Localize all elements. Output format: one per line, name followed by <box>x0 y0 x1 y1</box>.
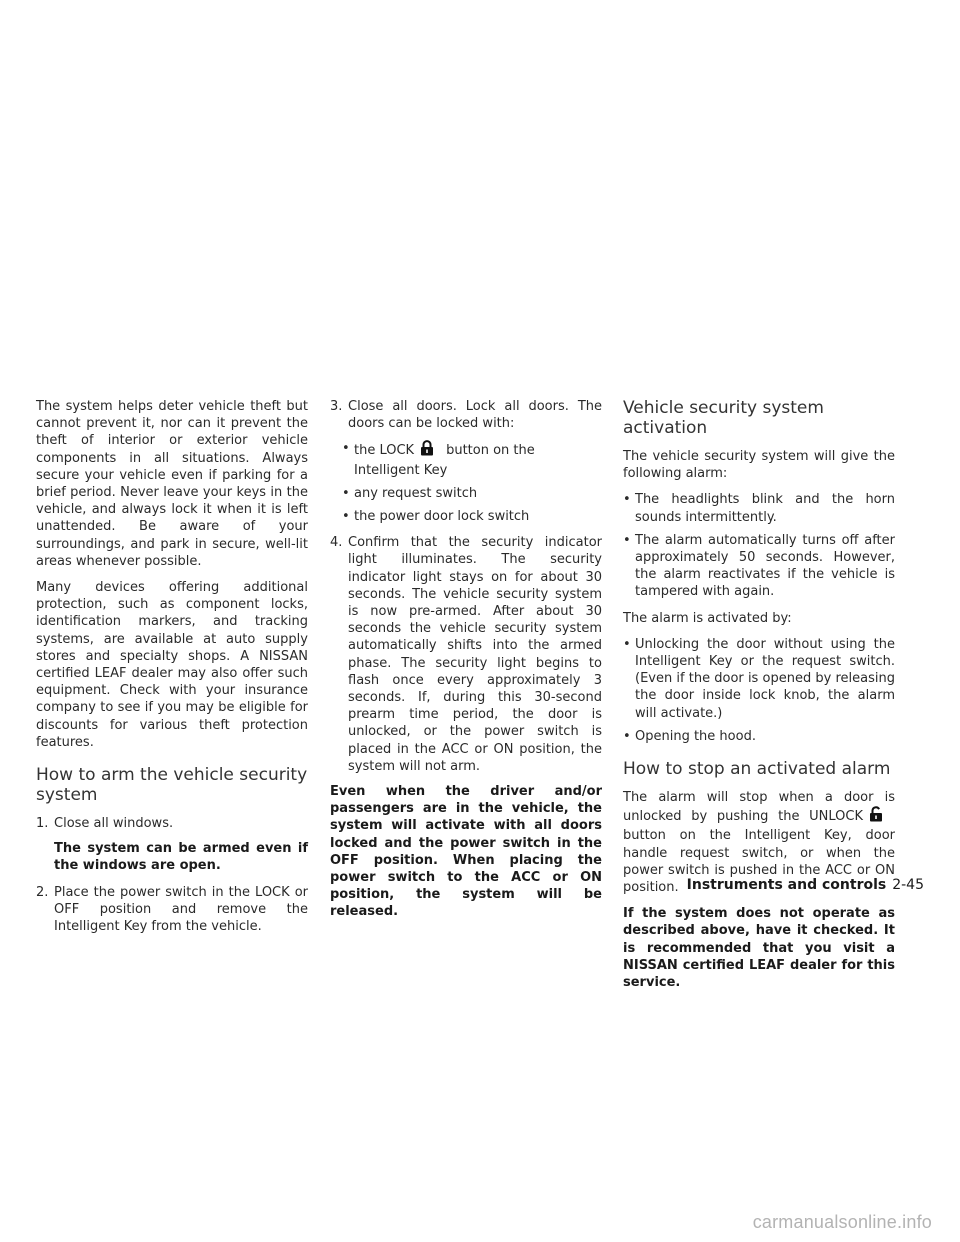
step-text: Close all doors. Lock all doors. The doors can be locked with: <box>348 399 602 432</box>
step-4 <box>330 534 602 775</box>
bullet: • <box>623 636 631 652</box>
bullet: • <box>342 485 350 501</box>
list-item-text: The alarm automatically turns off after approximately 50 seconds. However, the alarm reactivates if the vehicle is tampered with again. <box>635 532 895 600</box>
activation-heading: Vehicle security system activation <box>623 398 824 438</box>
arm-heading: How to arm the vehicle security system <box>36 765 308 806</box>
list-item <box>623 491 895 525</box>
list-item-text: Unlocking the door without using the Intelligent Key or the request switch. (Even if the door is opened by releasing the door inside lock knob, the alarm will activate.) <box>635 636 895 721</box>
bullet: • <box>623 532 631 548</box>
list-item <box>342 485 602 502</box>
section-title: Instruments and controls <box>686 877 887 893</box>
step-number: 2. <box>36 884 49 900</box>
activated-by-label: The alarm is activated by: <box>623 610 792 626</box>
step-1-note: The system can be armed even if the windows are open. <box>54 841 308 874</box>
list-item <box>342 508 602 525</box>
list-item <box>623 532 895 601</box>
list-item-text: the power door lock switch <box>354 509 530 525</box>
column-left <box>36 398 308 943</box>
column-middle <box>330 398 602 930</box>
bullet: • <box>342 509 350 525</box>
warning-paragraph: Even when the driver and/or passengers are in the vehicle, the system will activate with all doors locked and the power switch in the OFF position. When placing the power switch to the ACC or ON position, the system will be released. <box>330 784 602 920</box>
step-number: 4. <box>330 535 343 551</box>
list-item <box>623 728 895 745</box>
page-number: 2-45 <box>892 877 924 893</box>
intro-paragraph: The system helps deter vehicle theft but cannot prevent it, nor can it prevent the theft of interior or exterior vehicle components in all situations. Always secure your vehicle even if parking for a brief period. Never leave your keys in the vehicle, and always lock it when it is left unattended. Be aware of your surroundings, and park in secure, well-lit areas whenever possible. <box>36 399 308 569</box>
stop-text-post: button on the Intelligent Key, door handle request switch, or when the power switch is pushed in the ACC or ON position. <box>623 828 895 896</box>
step-text: Place the power switch in the LOCK or OFF position and remove the Intelligent Key from the vehicle. <box>54 884 308 935</box>
step-number: 3. <box>330 399 343 414</box>
step-2 <box>36 884 308 936</box>
step-text: Close all windows. <box>54 816 174 832</box>
stop-text-pre: The alarm will stop when a door is unlocked by pushing the UNLOCK <box>623 790 895 825</box>
list-item <box>342 440 602 478</box>
list-item <box>623 636 895 722</box>
activation-intro: The vehicle security system will give the following alarm: <box>623 449 895 482</box>
step-3 <box>330 398 602 432</box>
step-1 <box>36 815 308 832</box>
bullet: • <box>623 492 631 508</box>
list-item-text: The headlights blink and the horn sounds intermittently. <box>635 492 895 525</box>
lock-icon <box>420 440 440 461</box>
step-text: Confirm that the security indicator light illuminates. The security indicator light stays on for about 30 seconds. The vehicle security system is now pre-armed. After about 30 seconds the vehicle security system automatically shifts into the armed phase. The security light begins to flash once every approximately 3 seconds. If, during this 30-second prearm time period, the door is unlocked, or the power switch is placed in the ACC or ON position, the system will not arm. <box>348 535 602 774</box>
list-item-text: any request switch <box>354 485 478 501</box>
closing-paragraph: If the system does not operate as described above, have it checked. It is recommended that you visit a NISSAN certified LEAF dealer for this service. <box>623 906 895 991</box>
page-footer <box>687 877 924 893</box>
list-item-text: button on the Intelligent Key <box>354 443 535 478</box>
column-right <box>623 398 895 1000</box>
list-item-text: the LOCK <box>354 443 415 459</box>
step-number: 1. <box>36 816 49 832</box>
devices-paragraph: Many devices offering additional protection, such as component locks, identification markers, and tracking systems, are available at auto supply stores and specialty shops. A NISSAN certified LEAF dealer may also offer such equipment. Check with your insurance company to see if you may be eligible for discounts for various theft protection features. <box>36 580 308 750</box>
bullet: • <box>342 441 350 457</box>
stop-alarm-heading: How to stop an activated alarm <box>623 759 891 780</box>
unlock-icon <box>869 806 889 827</box>
list-item-text: Opening the hood. <box>635 728 756 744</box>
bullet: • <box>623 728 631 744</box>
watermark: carmanualsonline.info <box>752 1212 932 1232</box>
